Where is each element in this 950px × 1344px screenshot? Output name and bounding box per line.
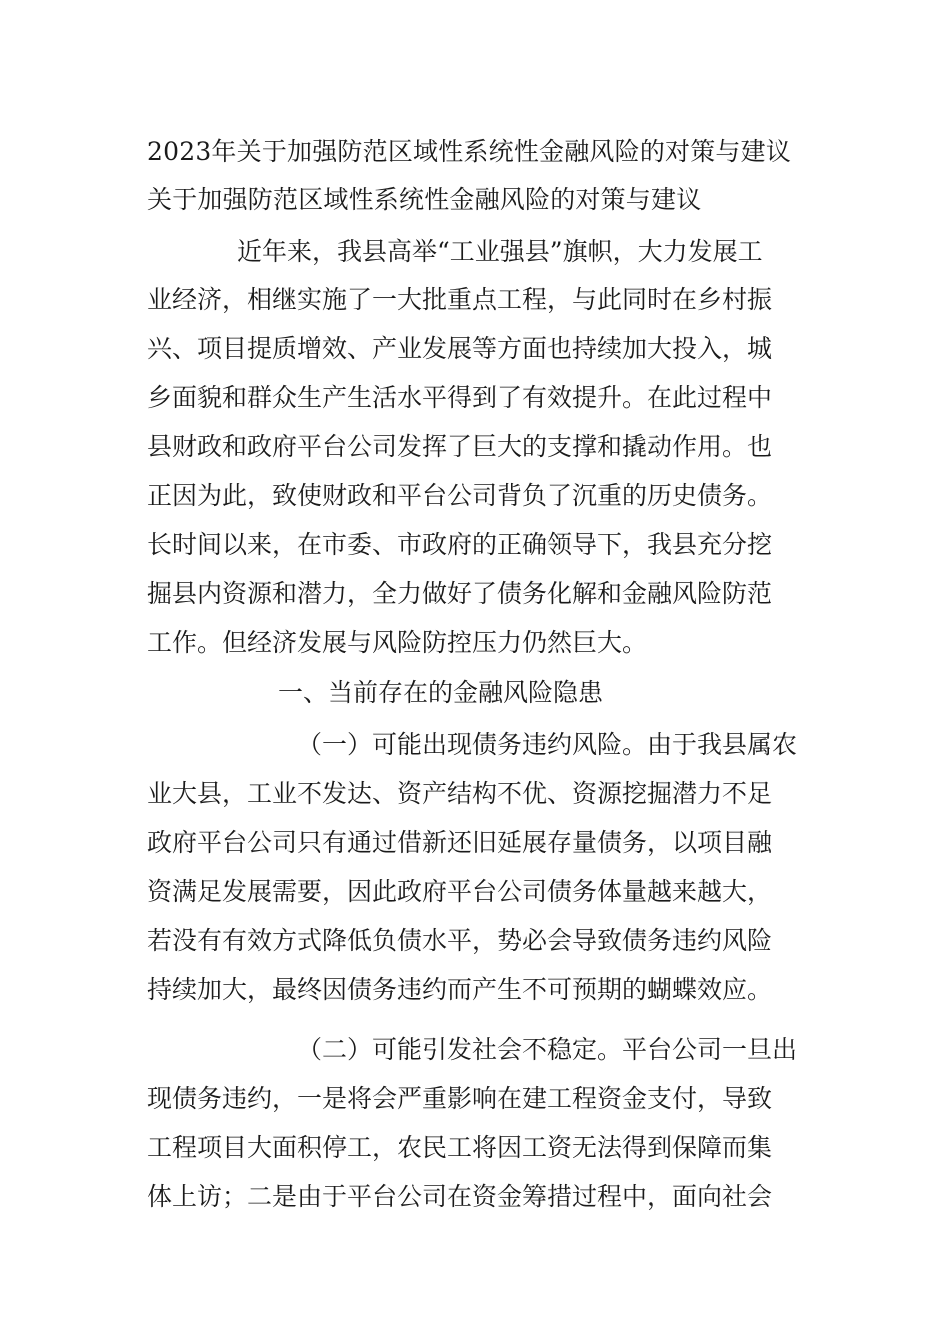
paragraph-line: 业大县，工业不发达、资产结构不优、资源挖掘潜力不足 xyxy=(147,779,773,808)
paragraph-line: 近年来，我县高举“工业强县”旗帜，大力发展工 xyxy=(237,237,763,266)
paragraph-line: 持续加大，最终因债务违约而产生不可预期的蝴蝶效应。 xyxy=(147,975,773,1004)
paragraph-line: 长时间以来，在市委、市政府的正确领导下，我县充分挖 xyxy=(147,530,773,559)
paragraph-line: 兴、项目提质增效、产业发展等方面也持续加大投入，城 xyxy=(147,334,773,363)
section-heading: 一、当前存在的金融风险隐患 xyxy=(278,678,604,707)
paragraph-line: 正因为此，致使财政和平台公司背负了沉重的历史债务。 xyxy=(147,481,773,510)
paragraph-line: 资满足发展需要，因此政府平台公司债务体量越来越大， xyxy=(147,877,773,906)
paragraph-line: 若没有有效方式降低负债水平，势必会导致债务违约风险 xyxy=(147,926,773,955)
paragraph-line: 业经济，相继实施了一大批重点工程，与此同时在乡村振 xyxy=(147,285,773,314)
paragraph-line: 县财政和政府平台公司发挥了巨大的支撑和撬动作用。也 xyxy=(147,432,773,461)
paragraph-line: （一）可能出现债务违约风险。由于我县属农 xyxy=(297,730,798,759)
paragraph-line: 工程项目大面积停工，农民工将因工资无法得到保障而集 xyxy=(147,1133,773,1162)
document-title: 2023年关于加强防范区域性系统性金融风险的对策与建议 xyxy=(147,137,792,166)
paragraph-line: 现债务违约，一是将会严重影响在建工程资金支付，导致 xyxy=(147,1084,773,1113)
paragraph-line: 体上访；二是由于平台公司在资金筹措过程中，面向社会 xyxy=(147,1182,773,1211)
paragraph-line: 工作。但经济发展与风险防控压力仍然巨大。 xyxy=(147,628,648,657)
paragraph-line: 乡面貌和群众生产生活水平得到了有效提升。在此过程中 xyxy=(147,383,773,412)
paragraph-line: 掘县内资源和潜力，全力做好了债务化解和金融风险防范 xyxy=(147,579,773,608)
document-subtitle: 关于加强防范区域性系统性金融风险的对策与建议 xyxy=(147,185,702,214)
paragraph-line: 政府平台公司只有通过借新还旧延展存量债务，以项目融 xyxy=(147,828,773,857)
paragraph-line: （二）可能引发社会不稳定。平台公司一旦出 xyxy=(297,1035,798,1064)
